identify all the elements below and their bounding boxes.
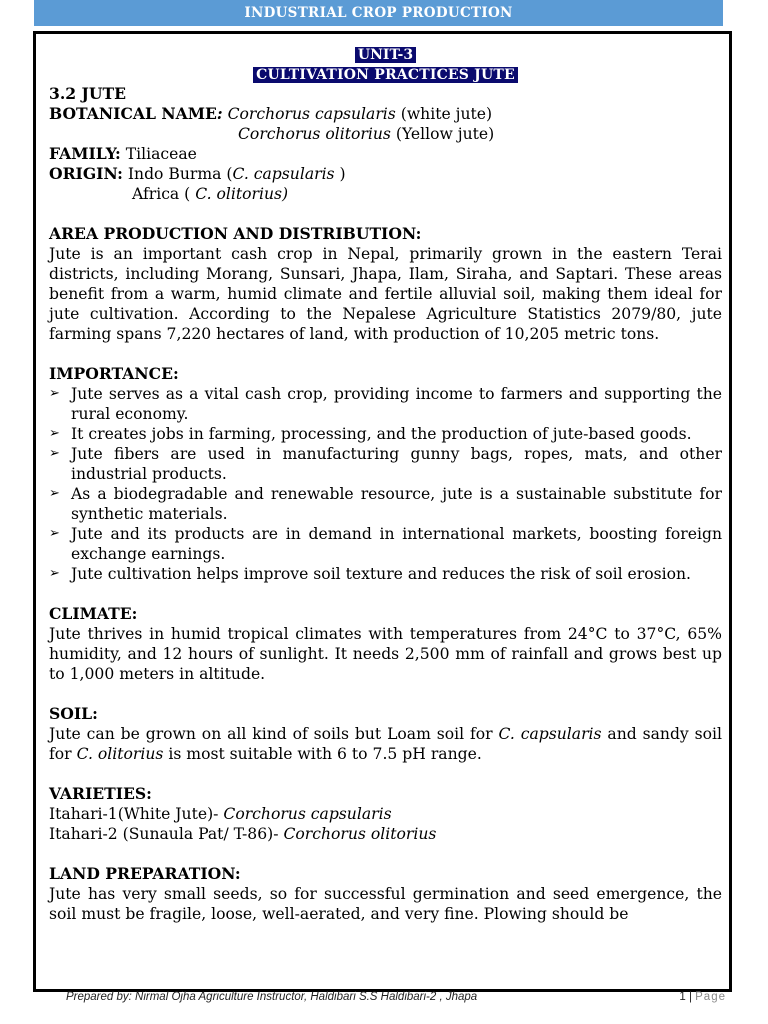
- origin-pre2: Africa (: [132, 185, 196, 203]
- importance-heading: IMPORTANCE:: [49, 364, 179, 383]
- botanical-note2: (Yellow jute): [390, 125, 495, 143]
- variety-1: Itahari-1(White Jute)- Corchorus capsularis: [49, 805, 392, 823]
- area-heading: AREA PRODUCTION AND DISTRIBUTION:: [49, 224, 422, 243]
- soil-text: Jute can be grown on all kind of soils but Loam soil for C. capsularis and sandy soil for C. olitorius is most suitable with 6 to 7.5 pH range.: [49, 725, 722, 763]
- origin-species1: C. capsularis: [232, 165, 335, 183]
- botanical-name-line2: [49, 124, 722, 144]
- botanical-name2: Corchorus olitorius: [238, 125, 391, 143]
- list-item: ➢ As a biodegradable and renewable resource, jute is a sustainable substitute for synthetic materials.: [49, 485, 722, 523]
- botanical-colon: :: [216, 104, 223, 123]
- origin-line1: [49, 164, 722, 184]
- arrow-bullet-icon: ➢: [49, 446, 60, 461]
- family-label: FAMILY:: [49, 144, 121, 163]
- page-footer: [66, 991, 726, 1003]
- family-line: [49, 144, 722, 164]
- unit-subtitle: CULTIVATION PRACTICES JUTE: [253, 67, 518, 83]
- section-title: 3.2 JUTE: [49, 84, 127, 103]
- variety-2: Itahari-2 (Sunaula Pat/ T-86)- Corchorus olitorius: [49, 825, 437, 843]
- origin-label: ORIGIN:: [49, 164, 123, 183]
- unit-title: [49, 44, 722, 84]
- botanical-note1: (white jute): [395, 105, 493, 123]
- arrow-bullet-icon: ➢: [49, 386, 60, 401]
- list-item: ➢ It creates jobs in farming, processing, and the production of jute-based goods.: [49, 425, 692, 443]
- list-item: ➢ Jute fibers are used in manufacturing gunny bags, ropes, mats, and other industrial products.: [49, 445, 722, 483]
- arrow-bullet-icon: ➢: [49, 426, 60, 441]
- origin-pre1: Indo Burma (: [122, 165, 233, 183]
- land-preparation-heading: LAND PREPARATION:: [49, 864, 241, 883]
- soil-heading: SOIL:: [49, 704, 98, 723]
- family-value: Tiliaceae: [120, 145, 197, 163]
- list-item: ➢ Jute cultivation helps improve soil texture and reduces the risk of soil erosion.: [49, 565, 692, 583]
- climate-heading: CLIMATE:: [49, 604, 138, 623]
- importance-list: [49, 384, 722, 584]
- page-number: 1 | Page: [679, 991, 726, 1003]
- list-item: ➢ Jute serves as a vital cash crop, providing income to farmers and supporting the rural economy.: [49, 385, 722, 423]
- botanical-name-line1: [49, 104, 722, 124]
- origin-post1: ): [334, 165, 346, 183]
- botanical-label: BOTANICAL NAME: [49, 104, 217, 123]
- page-frame: [33, 31, 732, 992]
- origin-line2: [49, 184, 722, 204]
- land-preparation-text: Jute has very small seeds, so for successful germination and seed emergence, the soil must be fragile, loose, well-aerated, and very fine. Plowing should be: [49, 885, 722, 923]
- arrow-bullet-icon: ➢: [49, 526, 60, 541]
- footer-credit: Prepared by: Nirmal Ojha Agriculture Instructor, Haldibari S.S Haldibari-2 , Jhapa: [66, 991, 478, 1003]
- unit-number: UNIT-3: [355, 47, 416, 63]
- botanical-name1: Corchorus capsularis: [227, 105, 396, 123]
- list-item: ➢ Jute and its products are in demand in international markets, boosting foreign exchange earnings.: [49, 525, 722, 563]
- page-content: [49, 44, 722, 924]
- climate-text: Jute thrives in humid tropical climates with temperatures from 24°C to 37°C, 65% humidity, and 12 hours of sunlight. It needs 2,500 mm of rainfall and grows best up to 1,000 meters in altitude.: [49, 625, 722, 683]
- header-banner: INDUSTRIAL CROP PRODUCTION: [34, 0, 723, 26]
- arrow-bullet-icon: ➢: [49, 486, 60, 501]
- origin-species2: C. olitorius): [195, 185, 289, 203]
- varieties-heading: VARIETIES:: [49, 784, 152, 803]
- arrow-bullet-icon: ➢: [49, 566, 60, 581]
- area-text: Jute is an important cash crop in Nepal, primarily grown in the eastern Terai districts, including Morang, Sunsari, Jhapa, Ilam, Siraha, and Saptari. These areas benefit from a warm, humid climate and fertile alluvial soil, making them ideal for jute cultivation. According to the Nepalese Agriculture Statistics 2079/80, jute farming spans 7,220 hectares of land, with production of 10,205 metric tons.: [49, 245, 722, 343]
